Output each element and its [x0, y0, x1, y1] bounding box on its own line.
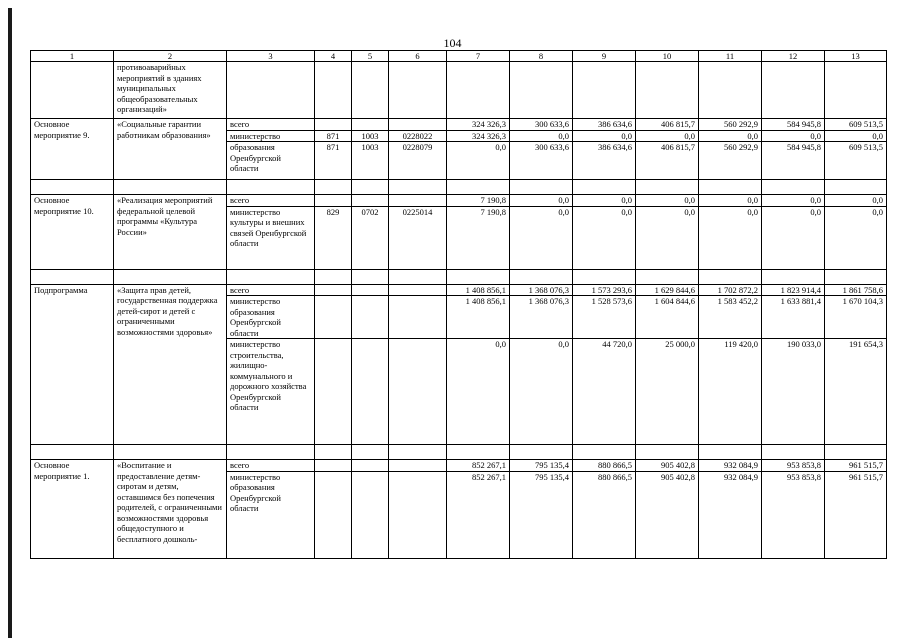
cell-executor: министерство культуры и внешних связей Оренбургской области	[227, 206, 315, 269]
cell-empty	[699, 269, 762, 284]
cell-code	[389, 460, 447, 472]
cell-value: 905 402,8	[636, 460, 699, 472]
cell-empty	[315, 180, 352, 195]
table-row	[31, 195, 887, 207]
cell-value: 300 633,6	[510, 119, 573, 131]
cell-value: 0,0	[510, 130, 573, 142]
cell-value: 1 408 856,1	[447, 296, 510, 339]
col-header: 8	[510, 51, 573, 62]
cell-value: 0,0	[510, 339, 573, 445]
cell-executor: всего	[227, 119, 315, 131]
cell-code: 0228022	[389, 130, 447, 142]
cell-empty	[389, 180, 447, 195]
col-header: 3	[227, 51, 315, 62]
cell-code	[389, 284, 447, 296]
cell-event: Основное мероприятие 10.	[31, 195, 114, 270]
cell-code	[315, 460, 352, 472]
cell-code	[389, 339, 447, 445]
cell-value: 880 866,5	[573, 471, 636, 558]
cell-value: 0,0	[825, 130, 887, 142]
cell-value: 560 292,9	[699, 142, 762, 180]
cell-value: 1 823 914,4	[762, 284, 825, 296]
cell-empty	[447, 445, 510, 460]
cell-empty	[31, 445, 114, 460]
cell-executor: министерство	[227, 130, 315, 142]
col-header: 7	[447, 51, 510, 62]
cell-value: 609 513,5	[825, 119, 887, 131]
cell-code: 1003	[352, 142, 389, 180]
cell-code: 829	[315, 206, 352, 269]
col-header: 11	[699, 51, 762, 62]
col-header: 4	[315, 51, 352, 62]
cell-value: 386 634,6	[573, 119, 636, 131]
cell-empty	[825, 445, 887, 460]
cell-empty	[114, 180, 227, 195]
cell-value: 0,0	[699, 130, 762, 142]
cell-value: 0,0	[573, 195, 636, 207]
cell-empty	[114, 269, 227, 284]
cell-value: 1 528 573,6	[573, 296, 636, 339]
cell-value: 119 420,0	[699, 339, 762, 445]
cell-value: 1 702 872,2	[699, 284, 762, 296]
budget-table	[30, 50, 887, 559]
cell-value: 1 583 452,2	[699, 296, 762, 339]
cell-value: 25 000,0	[636, 339, 699, 445]
cell-code: 871	[315, 130, 352, 142]
cell-empty	[352, 445, 389, 460]
cell-value: 1 670 104,3	[825, 296, 887, 339]
cell-empty	[389, 269, 447, 284]
cell-value: 795 135,4	[510, 471, 573, 558]
col-header: 6	[389, 51, 447, 62]
cell-code	[352, 119, 389, 131]
cell-value: 0,0	[636, 195, 699, 207]
cell-code	[352, 296, 389, 339]
cell-value: 7 190,8	[447, 206, 510, 269]
cell-value: 191 654,3	[825, 339, 887, 445]
cell-code	[352, 460, 389, 472]
cell-name: «Социальные гарантии работникам образования»	[114, 119, 227, 180]
cell-value: 584 945,8	[762, 142, 825, 180]
cell-empty	[699, 180, 762, 195]
cell-empty	[699, 445, 762, 460]
table-row	[31, 119, 887, 131]
cell-empty	[227, 180, 315, 195]
cell-value: 795 135,4	[510, 460, 573, 472]
cell-empty	[352, 180, 389, 195]
cell-value: 953 853,8	[762, 471, 825, 558]
cell-value: 1 573 293,6	[573, 284, 636, 296]
cell-value: 852 267,1	[447, 460, 510, 472]
cell-empty	[510, 445, 573, 460]
table-row	[31, 284, 887, 296]
cell-code	[315, 471, 352, 558]
cell-value: 1 368 076,3	[510, 296, 573, 339]
cell-code	[352, 339, 389, 445]
cell-value: 0,0	[573, 206, 636, 269]
cell-empty	[389, 445, 447, 460]
col-header: 12	[762, 51, 825, 62]
cell-name: противоаварийных мероприятий в зданиях муниципальных общеобразовательных организаций»	[114, 62, 227, 119]
column-number-row	[31, 51, 887, 62]
cell-event: Подпрограмма	[31, 284, 114, 445]
cell-executor: министерство образования Оренбургской области	[227, 471, 315, 558]
cell-value: 324 326,3	[447, 119, 510, 131]
cell-empty	[114, 445, 227, 460]
cell-name: «Защита прав детей, государственная поддержка детей-сирот и детей с ограниченными возможностями здоровья»	[114, 284, 227, 445]
cell-value: 0,0	[825, 195, 887, 207]
cell-value: 190 033,0	[762, 339, 825, 445]
cell-empty	[315, 445, 352, 460]
col-header: 1	[31, 51, 114, 62]
cell-value: 560 292,9	[699, 119, 762, 131]
col-header: 9	[573, 51, 636, 62]
table-row	[31, 269, 887, 284]
cell-empty	[762, 445, 825, 460]
cell-value: 1 368 076,3	[510, 284, 573, 296]
cell-code	[389, 296, 447, 339]
cell-value: 1 633 881,4	[762, 296, 825, 339]
cell-value	[447, 62, 510, 119]
cell-empty	[636, 180, 699, 195]
cell-value: 932 084,9	[699, 460, 762, 472]
cell-code: 0225014	[389, 206, 447, 269]
cell-code	[352, 284, 389, 296]
cell-code	[315, 119, 352, 131]
col-header: 10	[636, 51, 699, 62]
cell-code	[352, 471, 389, 558]
cell-code: 871	[315, 142, 352, 180]
cell-value: 300 633,6	[510, 142, 573, 180]
cell-code	[315, 339, 352, 445]
cell-code	[389, 119, 447, 131]
cell-code: 1003	[352, 130, 389, 142]
cell-name: «Реализация мероприятий федеральной целевой программы «Культура России»	[114, 195, 227, 270]
cell-value	[510, 62, 573, 119]
cell-value: 961 515,7	[825, 460, 887, 472]
cell-value: 1 861 758,6	[825, 284, 887, 296]
cell-value	[762, 62, 825, 119]
cell-value: 0,0	[699, 206, 762, 269]
cell-code: 0702	[352, 206, 389, 269]
col-header: 5	[352, 51, 389, 62]
cell-value: 0,0	[762, 130, 825, 142]
cell-empty	[573, 445, 636, 460]
cell-value: 0,0	[573, 130, 636, 142]
cell-name: «Воспитание и предоставление детям-сиротам и детям, оставшимся без попечения родителей, с ограниченными возможностями здоровья общедоступного и бесплатного дошколь-	[114, 460, 227, 559]
cell-value: 0,0	[699, 195, 762, 207]
cell-value: 406 815,7	[636, 142, 699, 180]
cell-event: Основное мероприятие 1.	[31, 460, 114, 559]
cell-value: 0,0	[825, 206, 887, 269]
cell-executor: министерство образования Оренбургской области	[227, 296, 315, 339]
cell-code	[389, 471, 447, 558]
cell-empty	[573, 269, 636, 284]
cell-code	[315, 296, 352, 339]
cell-empty	[825, 180, 887, 195]
cell-code	[352, 62, 389, 119]
table-row	[31, 62, 887, 119]
cell-value	[699, 62, 762, 119]
cell-value: 0,0	[636, 206, 699, 269]
cell-value	[825, 62, 887, 119]
cell-code	[352, 195, 389, 207]
cell-empty	[573, 180, 636, 195]
page-number: 104	[443, 36, 462, 50]
cell-value: 961 515,7	[825, 471, 887, 558]
cell-value: 0,0	[510, 195, 573, 207]
cell-value	[573, 62, 636, 119]
cell-code	[389, 62, 447, 119]
cell-value: 880 866,5	[573, 460, 636, 472]
cell-executor	[227, 62, 315, 119]
cell-value: 584 945,8	[762, 119, 825, 131]
cell-executor: всего	[227, 195, 315, 207]
cell-empty	[762, 269, 825, 284]
cell-empty	[31, 180, 114, 195]
table-row	[31, 445, 887, 460]
cell-value: 0,0	[762, 206, 825, 269]
cell-value: 0,0	[762, 195, 825, 207]
cell-event	[31, 62, 114, 119]
cell-executor: всего	[227, 460, 315, 472]
cell-value: 406 815,7	[636, 119, 699, 131]
cell-value: 953 853,8	[762, 460, 825, 472]
cell-value: 0,0	[447, 339, 510, 445]
cell-empty	[825, 269, 887, 284]
cell-empty	[636, 269, 699, 284]
cell-empty	[227, 445, 315, 460]
table-row	[31, 180, 887, 195]
cell-empty	[762, 180, 825, 195]
cell-value: 609 513,5	[825, 142, 887, 180]
cell-value: 44 720,0	[573, 339, 636, 445]
cell-empty	[31, 269, 114, 284]
cell-executor: всего	[227, 284, 315, 296]
cell-value: 0,0	[447, 142, 510, 180]
cell-event: Основное мероприятие 9.	[31, 119, 114, 180]
cell-value	[636, 62, 699, 119]
table-row	[31, 460, 887, 472]
cell-value: 1 604 844,6	[636, 296, 699, 339]
cell-code	[315, 284, 352, 296]
cell-value: 1 629 844,6	[636, 284, 699, 296]
cell-empty	[636, 445, 699, 460]
cell-value: 1 408 856,1	[447, 284, 510, 296]
cell-empty	[227, 269, 315, 284]
cell-executor: образования Оренбургской области	[227, 142, 315, 180]
cell-empty	[447, 269, 510, 284]
col-header: 2	[114, 51, 227, 62]
cell-value: 852 267,1	[447, 471, 510, 558]
cell-value: 905 402,8	[636, 471, 699, 558]
cell-value: 932 084,9	[699, 471, 762, 558]
cell-code	[315, 195, 352, 207]
cell-empty	[447, 180, 510, 195]
cell-value: 7 190,8	[447, 195, 510, 207]
scan-edge-bar	[8, 8, 12, 638]
cell-value: 324 326,3	[447, 130, 510, 142]
cell-code	[389, 195, 447, 207]
cell-empty	[510, 180, 573, 195]
cell-empty	[510, 269, 573, 284]
cell-empty	[315, 269, 352, 284]
col-header: 13	[825, 51, 887, 62]
cell-code	[315, 62, 352, 119]
cell-executor: министерство строительства, жилищно-коммунального и дорожного хозяйства Оренбургской области	[227, 339, 315, 445]
cell-value: 386 634,6	[573, 142, 636, 180]
cell-value: 0,0	[510, 206, 573, 269]
cell-code: 0228079	[389, 142, 447, 180]
cell-empty	[352, 269, 389, 284]
cell-value: 0,0	[636, 130, 699, 142]
